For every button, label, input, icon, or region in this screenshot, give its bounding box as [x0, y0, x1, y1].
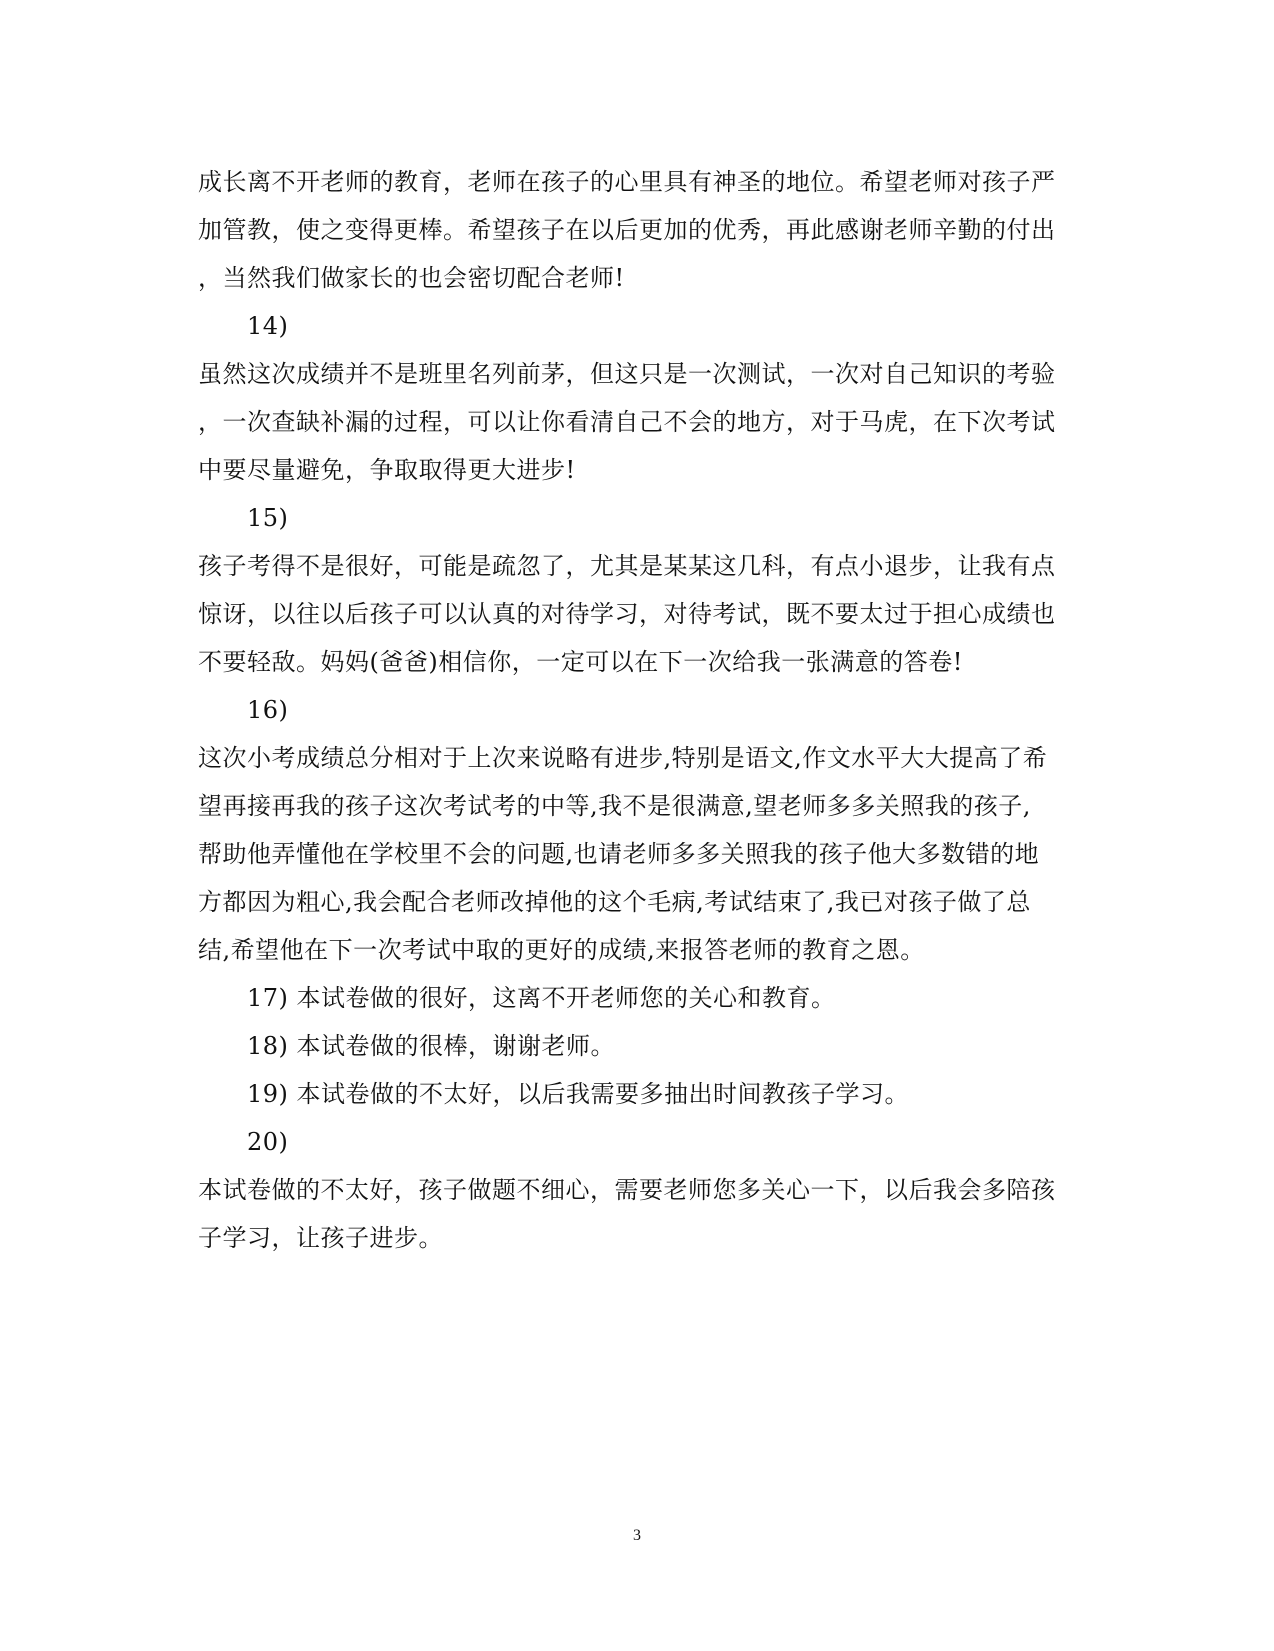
text-line: 结,希望他在下一次考试中取的更好的成绩,来报答老师的教育之恩。	[198, 936, 925, 964]
text-line: 望再接再我的孩子这次考试考的中等,我不是很满意,望老师多多关照我的孩子,	[198, 792, 1031, 820]
text-line: ，一次查缺补漏的过程，可以让你看清自己不会的地方，对于马虎，在下次考试	[198, 408, 1056, 436]
text-line: 中要尽量避免，争取取得更大进步!	[198, 456, 576, 484]
document-body	[198, 158, 1078, 1262]
item-number-20: 20)	[247, 1128, 289, 1156]
text-line: 孩子考得不是很好，可能是疏忽了，尤其是某某这几科，有点小退步，让我有点	[198, 552, 1056, 580]
text-line: 子学习，让孩子进步。	[198, 1224, 443, 1252]
item-18: 18) 本试卷做的很棒，谢谢老师。	[247, 1032, 616, 1060]
text-line: 成长离不开老师的教育，老师在孩子的心里具有神圣的地位。希望老师对孩子严	[198, 168, 1056, 196]
item-number-15: 15)	[247, 504, 289, 532]
text-line: 虽然这次成绩并不是班里名列前茅，但这只是一次测试，一次对自己知识的考验	[198, 360, 1056, 388]
page-number: 3	[633, 1527, 641, 1544]
item-number-14: 14)	[247, 312, 289, 340]
text-line: 帮助他弄懂他在学校里不会的问题,也请老师多多关照我的孩子他大多数错的地	[198, 840, 1040, 868]
item-17: 17) 本试卷做的很好，这离不开老师您的关心和教育。	[247, 984, 836, 1012]
text-line: 不要轻敌。妈妈(爸爸)相信你，一定可以在下一次给我一张满意的答卷!	[198, 648, 963, 676]
text-line: 方都因为粗心,我会配合老师改掉他的这个毛病,考试结束了,我已对孩子做了总	[198, 888, 1031, 916]
text-line: ，当然我们做家长的也会密切配合老师!	[198, 264, 625, 292]
text-line: 惊讶，以往以后孩子可以认真的对待学习，对待考试，既不要太过于担心成绩也	[198, 600, 1056, 628]
text-line: 本试卷做的不太好，孩子做题不细心，需要老师您多关心一下，以后我会多陪孩	[198, 1176, 1056, 1204]
item-19: 19) 本试卷做的不太好，以后我需要多抽出时间教孩子学习。	[247, 1080, 910, 1108]
text-line: 这次小考成绩总分相对于上次来说略有进步,特别是语文,作文水平大大提高了希	[198, 744, 1048, 772]
text-line: 加管教，使之变得更棒。希望孩子在以后更加的优秀，再此感谢老师辛勤的付出	[198, 216, 1056, 244]
item-number-16: 16)	[247, 696, 289, 724]
